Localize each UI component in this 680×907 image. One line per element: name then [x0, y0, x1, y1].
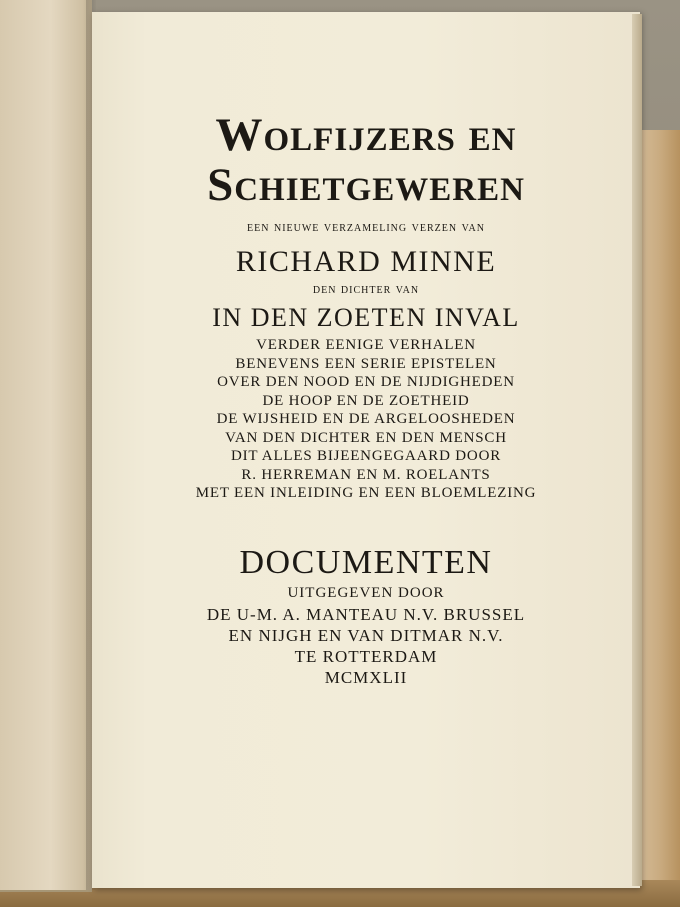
- detail-line: DE HOOP EN DE ZOETHEID: [262, 392, 470, 409]
- author-role: den dichter van: [312, 282, 420, 297]
- title-line-1: Wolfijzers en: [215, 109, 517, 161]
- series-name: DOCUMENTEN: [239, 543, 493, 581]
- detail-line: VAN DEN DICHTER EN DEN MENSCH: [225, 429, 507, 446]
- detail-line: DIT ALLES BIJEENGEGAARD DOOR: [230, 448, 502, 464]
- author-name: RICHARD MINNE: [235, 245, 497, 278]
- book-title: [92, 110, 640, 210]
- publication-year: MCMXLII: [324, 667, 408, 687]
- left-page: [0, 0, 92, 892]
- detail-line: BENEVENS EEN SERIE EPISTELEN: [235, 355, 497, 372]
- detail-line: VERDER EENIGE VERHALEN: [256, 337, 476, 353]
- detail-line: MET EEN INLEIDING EN EEN BLOEMLEZING: [195, 485, 537, 501]
- publisher-intro: UITGEGEVEN DOOR: [287, 584, 445, 601]
- title-line-2: Schietgeweren: [207, 159, 525, 211]
- details-block: [92, 336, 640, 503]
- publisher-line: TE ROTTERDAM: [294, 646, 438, 666]
- detail-line: DE WIJSHEID EN DE ARGELOOSHEDEN: [216, 411, 516, 427]
- detail-line: R. HERREMAN EN M. ROELANTS: [241, 466, 491, 483]
- publisher-line: DE U-M. A. MANTEAU N.V. BRUSSEL: [206, 604, 526, 624]
- prior-work-title: IN DEN ZOETEN INVAL: [212, 303, 520, 332]
- publisher-line: EN NIJGH EN VAN DITMAR N.V.: [228, 625, 504, 645]
- title-page-content: [92, 110, 640, 688]
- detail-line: OVER DEN NOOD EN DE NIJDIGHEDEN: [217, 374, 515, 390]
- subtitle: een nieuwe verzameling verzen van: [247, 220, 485, 235]
